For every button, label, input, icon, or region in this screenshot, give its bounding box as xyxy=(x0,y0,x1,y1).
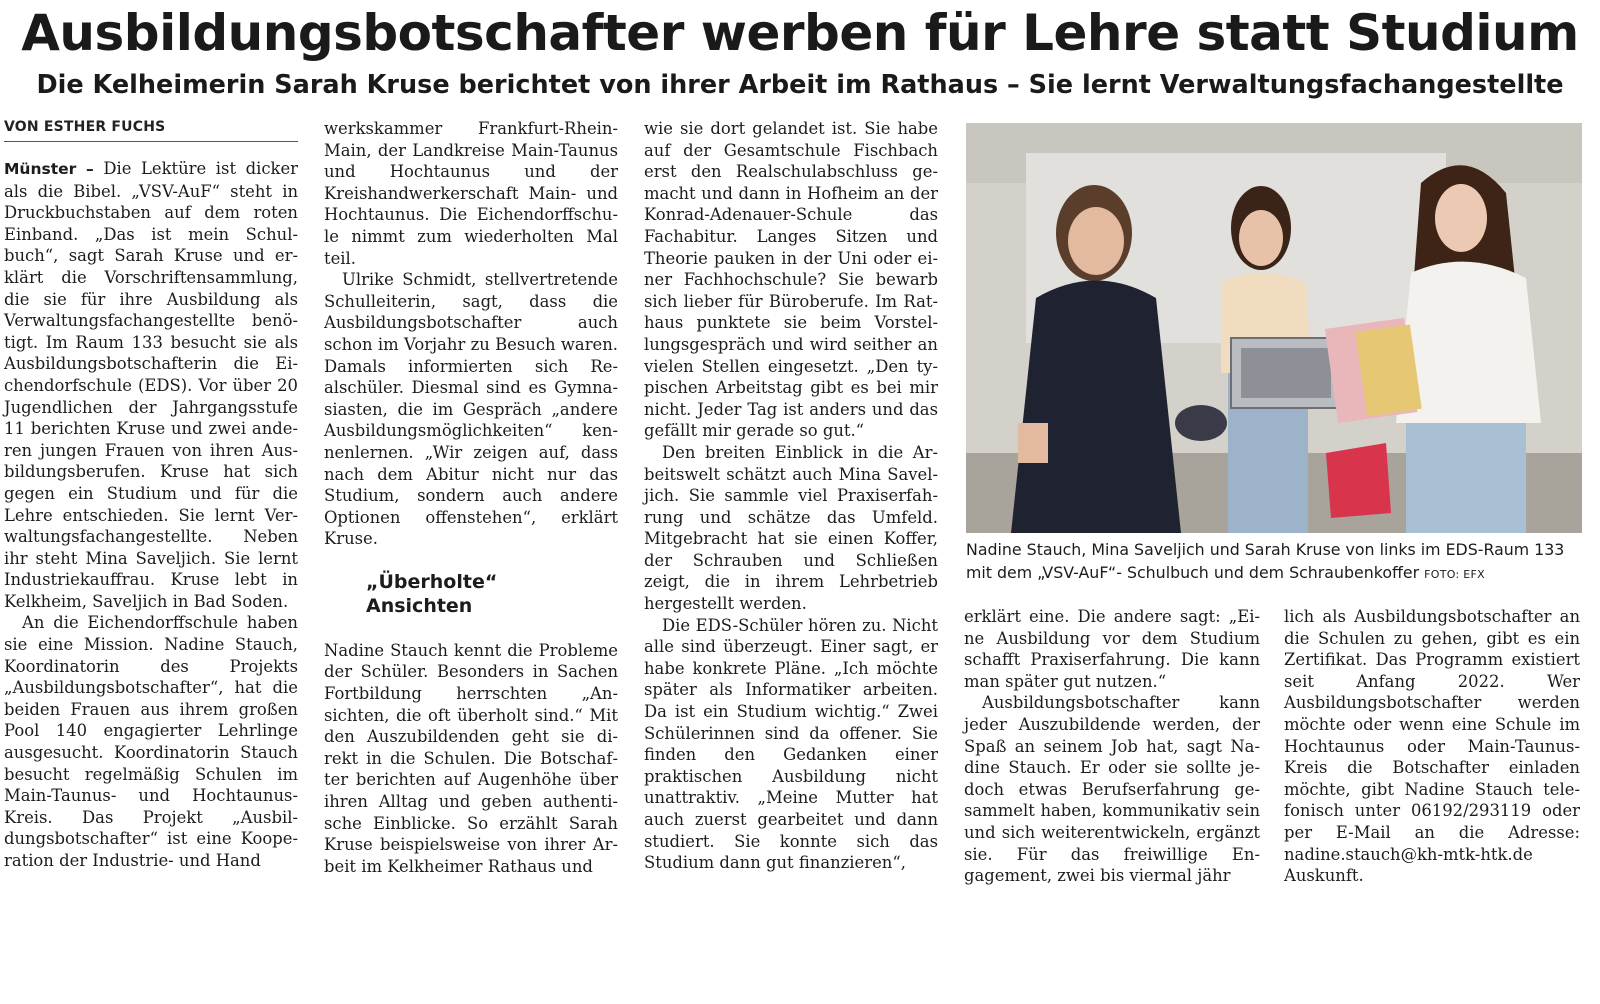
photo-credit: FOTO: EFX xyxy=(1424,568,1485,581)
paragraph: lich als Ausbildungsbotschafter an die Schulen zu gehen, gibt es ein Zertifikat. Das Programm existiert seit Anfang 2022. Wer Ausbildungsbotschafter werden möchte oder wenn eine Schule im Hochtaunus oder Main-Taunus-Kreis die Botschafter einladen möchte, gibt Nadine Stauch telefonisch unter 06192/293119 oder per E-Mail an die Adresse: nadine.stauch@kh-mtk-htk.de Auskunft. xyxy=(1284,607,1580,886)
paragraph: Den breiten Einblick in die Arbeitswelt schätzt auch Mina Saveljich. Sie sammle viel Praxiserfahrung und schätze das Umfeld. Mitgebracht hat sie einen Koffer, der Schrauben und Schließen zeigt, die in ihrem Lehrbetrieb hergestellt werden. xyxy=(644,442,938,614)
section-subtitle-line-2: Ansichten xyxy=(366,594,473,617)
article-headline: Ausbildungsbotschafter werben für Lehre statt Studium xyxy=(21,4,1579,62)
paragraph: erklärt eine. Die andere sagt: „Eine Ausbildung vor dem Studium schafft Praxiserfahrung. Die kann man später gut nutzen.“ xyxy=(964,607,1260,691)
text-column-3 xyxy=(644,118,938,874)
paragraph: Ulrike Schmidt, stellvertretende Schulleiterin, sagt, dass die Ausbildungsbotschafter auch schon im Vorjahr zu Besuch waren. Damals informierten sich Realschüler. Diesmal sind es Gymnasiasten, die im Gespräch „andere Ausbildungsmöglichkeiten“ kennenlernen. „Wir zeigen auf, dass nach dem Abitur nicht nur das Studium, sondern auch andere Optionen offenstehen“, erklärt Kruse. xyxy=(324,270,618,549)
section-subtitle xyxy=(366,570,618,618)
dateline: Münster – xyxy=(4,160,94,178)
paragraph: Die EDS-Schüler hören zu. Nicht alle sind überzeugt. Einer sagt, er habe konkrete Pläne. „Ich möchte später als Informatiker arbeiten. Da ist ein Studium wichtig.“ Zwei Schülerinnen sind da offener. Sie finden den Gedanken einer praktischen Ausbildung nicht unattraktiv. „Meine Mutter hat auch zuerst gearbeitet und dann studiert. Sie konnte sich das Studium dann gut finanzieren“, xyxy=(644,615,938,873)
article-photo xyxy=(966,123,1582,533)
text-column-5 xyxy=(1284,606,1580,887)
text-column-2 xyxy=(324,118,618,877)
byline: VON ESTHER FUCHS xyxy=(4,118,298,142)
paragraph: Nadine Stauch kennt die Probleme der Schüler. Besonders in Sachen Fortbildung herrschten „Ansichten, die oft überholt sind.“ Mit den Auszubildenden geht sie direkt in die Schulen. Die Botschafter berichten auf Augenhöhe über ihren Alltag und geben authentische Einblicke. So erzählt Sarah Kruse beispielsweise von ihrer Arbeit im Kelkheimer Rathaus und xyxy=(324,640,618,876)
section-subtitle-line-1: „Überholte“ xyxy=(366,570,498,593)
article-subheadline: Die Kelheimerin Sarah Kruse berichtet von ihrer Arbeit im Rathaus – Sie lernt Verwaltungsfachangestellte xyxy=(36,70,1564,100)
paragraph-text: Die Lektüre ist dicker als die Bibel. „VSV-AuF“ steht in Druckbuchstaben auf dem roten Einband. „Das ist mein Schulbuch“, sagt Sarah Kruse und erklärt die Vorschriftensammlung, die sie für ihre Ausbildung als Verwaltungsfachangestellte benötigt. Im Raum 133 besucht sie als Ausbildungsbotschafterin die Eichendorfschule (EDS). Vor über 20 Jugendlichen der Jahrgangsstufe 11 berichten Kruse und zwei anderen jungen Frauen von ihren Ausbildungsberufen. Kruse hat sich gegen ein Studium und für die Lehre entschieden. Sie lernt Verwaltungsfachangestellte. Neben ihr steht Mina Saveljich. Sie lernt Industriekauffrau. Kruse lebt in Kelkheim, Saveljich in Bad Soden. xyxy=(4,159,298,611)
paragraph xyxy=(4,158,298,612)
text-column-4 xyxy=(964,606,1260,887)
photo-caption-text: Nadine Stauch, Mina Saveljich und Sarah Kruse von links im EDS-Raum 133 mit dem „VSV-AuF“- Schulbuch und dem Schraubenkoffer xyxy=(966,540,1565,582)
text-column-1 xyxy=(4,118,298,872)
paragraph: wie sie dort gelandet ist. Sie habe auf der Gesamtschule Fischbach erst den Realschulabschluss gemacht und dann in Hofheim an der Konrad-Adenauer-Schule das Fachabitur. Langes Sitzen und Theorie pauken in der Uni oder einer Fachhochschule? Sie bewarb sich lieber für Büroberufe. Im Rathaus punktete sie beim Vorstellungsgespräch und wird seither an vielen Stellen eingesetzt. „Den typischen Arbeitstag gibt es bei mir nicht. Jeder Tag ist anders und das gefällt mir gerade so gut.“ xyxy=(644,119,938,441)
photo-caption xyxy=(966,538,1586,586)
photo-illustration xyxy=(966,123,1582,533)
paragraph: Ausbildungsbotschafter kann jeder Auszubildende werden, der Spaß an seinem Job hat, sagt Nadine Stauch. Er oder sie sollte jedoch etwas Berufserfahrung gesammelt haben, kommunikativ sein und sich weiterentwickeln, ergänzt sie. Für das freiwillige Engagement, zwei bis viermal jähr xyxy=(964,693,1260,886)
paragraph: An die Eichendorffschule haben sie eine Mission. Nadine Stauch, Koordinatorin des Projekts „Ausbildungsbotschafter“, hat die beiden Frauen aus ihrem großen Pool 140 engagierter Lehrlinge ausgesucht. Koordinatorin Stauch besucht regelmäßig Schulen im Main-Taunus- und Hochtaunus-Kreis. Das Projekt „Ausbildungsbotschafter“ ist eine Kooperation der Industrie- und Hand xyxy=(4,613,298,870)
paragraph: werkskammer Frankfurt-Rhein-Main, der Landkreise Main-Taunus und Hochtaunus und der Kreishandwerkerschaft Main- und Hochtaunus. Die Eichendorffschule nimmt zum wiederholten Mal teil. xyxy=(324,119,618,268)
